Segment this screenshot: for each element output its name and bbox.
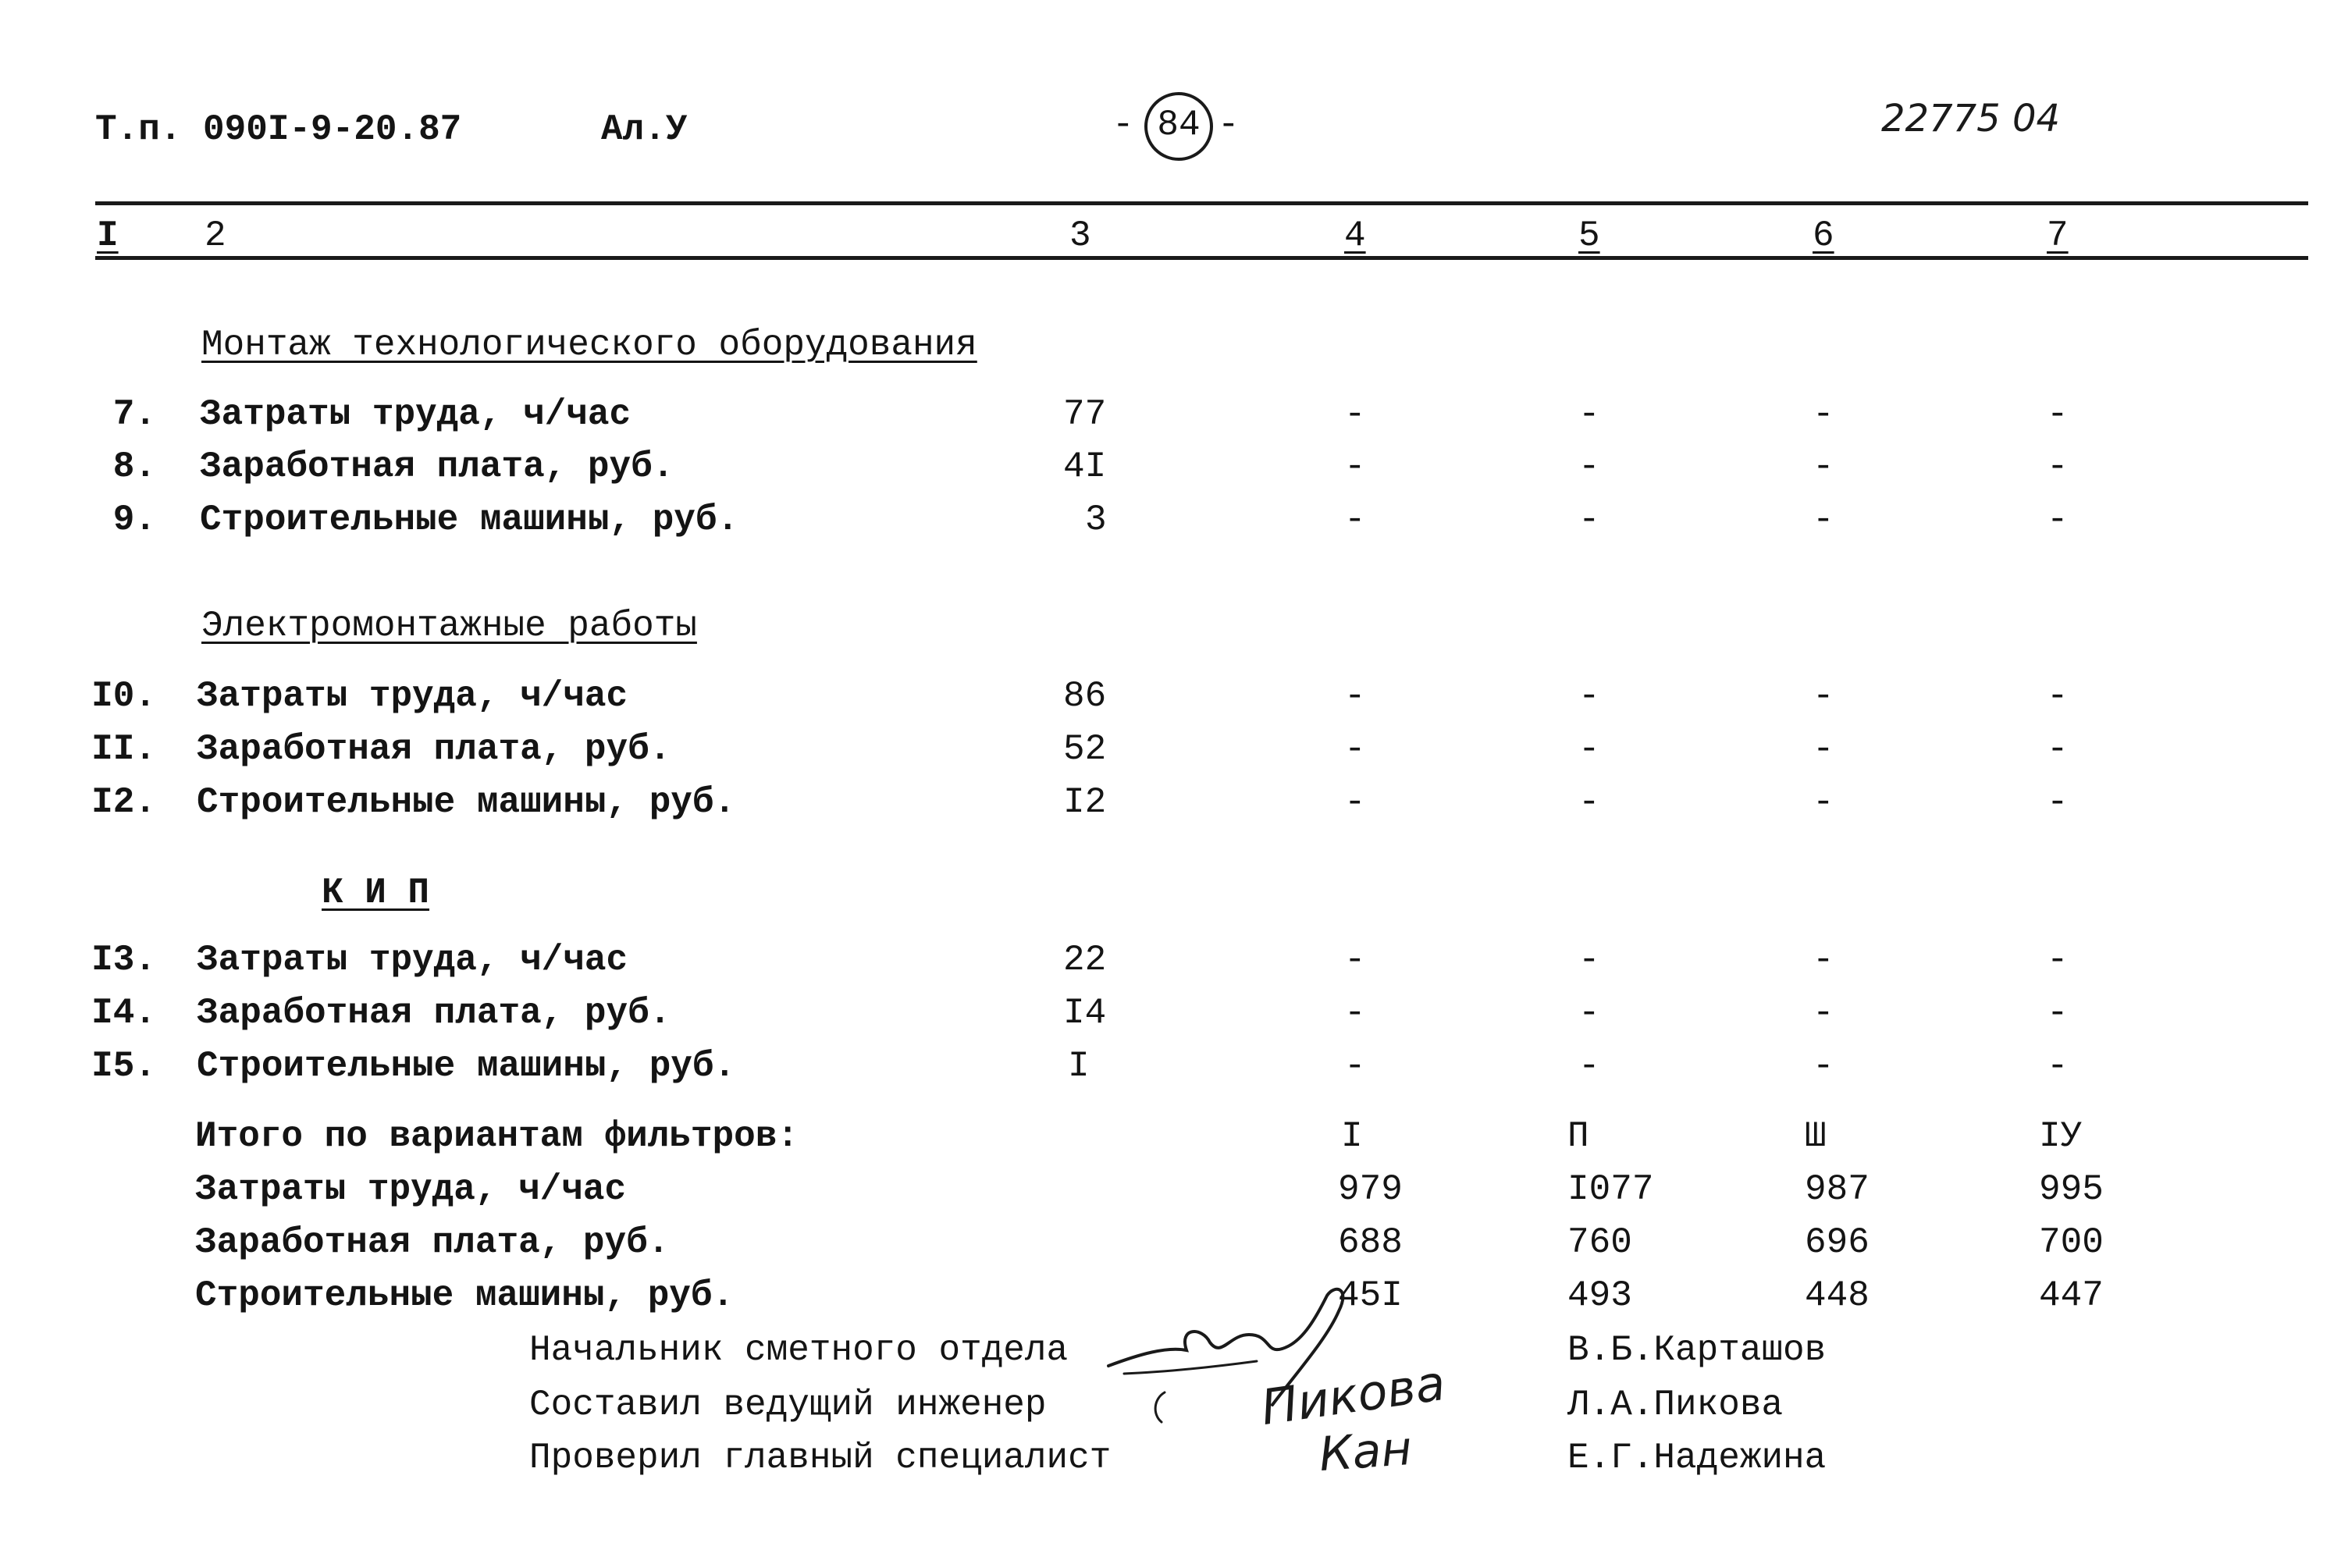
row-value: 4I bbox=[1063, 446, 1107, 487]
row-col7: - bbox=[2047, 676, 2069, 716]
variant-label-1: I bbox=[1341, 1116, 1363, 1157]
row-col7: - bbox=[2047, 729, 2069, 770]
row-value: 52 bbox=[1063, 729, 1107, 770]
album-label: Ал.У bbox=[601, 109, 688, 150]
row-col6: - bbox=[1813, 729, 1834, 770]
row-col6: - bbox=[1813, 500, 1834, 540]
row-col5: - bbox=[1578, 394, 1600, 435]
row-number: I3. bbox=[91, 940, 156, 980]
variant-label-4: IУ bbox=[2039, 1116, 2083, 1157]
row-value: I bbox=[1068, 1046, 1090, 1086]
row-number: 9. bbox=[112, 500, 156, 540]
row-col6: - bbox=[1813, 676, 1834, 716]
signature-role: Составил ведущий инженер bbox=[529, 1385, 1047, 1425]
signature-name: Е.Г.Надежина bbox=[1567, 1438, 1827, 1478]
row-value: 77 bbox=[1063, 394, 1107, 435]
row-value: 86 bbox=[1063, 676, 1107, 716]
totals-value-1: 45I bbox=[1338, 1275, 1403, 1316]
row-col6: - bbox=[1813, 446, 1834, 487]
row-label: Заработная плата, руб. bbox=[200, 446, 674, 487]
section-title-equipment-installation: Монтаж технологического оборудования bbox=[201, 325, 977, 365]
signature-name: Л.А.Пикова bbox=[1567, 1385, 1784, 1425]
column-header-5: 5 bbox=[1578, 215, 1600, 256]
column-header-7: 7 bbox=[2047, 215, 2069, 256]
row-col4: - bbox=[1344, 676, 1366, 716]
column-header-3: 3 bbox=[1069, 215, 1091, 256]
row-col5: - bbox=[1578, 940, 1600, 980]
totals-value-2: 760 bbox=[1567, 1222, 1632, 1263]
signature-role: Проверил главный специалист bbox=[529, 1438, 1112, 1478]
doc-reference: Т.п. 090I-9-20.87 bbox=[95, 109, 462, 150]
row-value: I2 bbox=[1063, 782, 1107, 823]
totals-value-3: 987 bbox=[1805, 1169, 1870, 1210]
section-title-electrical-works: Электромонтажные работы bbox=[201, 606, 697, 646]
totals-row-label: Строительные машины, руб. bbox=[195, 1275, 735, 1316]
row-col4: - bbox=[1344, 729, 1366, 770]
row-col7: - bbox=[2047, 446, 2069, 487]
row-col4: - bbox=[1344, 1046, 1366, 1086]
row-col6: - bbox=[1813, 993, 1834, 1033]
row-value: 22 bbox=[1063, 940, 1107, 980]
section-title-kip: К И П bbox=[322, 873, 430, 913]
row-col5: - bbox=[1578, 993, 1600, 1033]
row-col5: - bbox=[1578, 782, 1600, 823]
row-col6: - bbox=[1813, 1046, 1834, 1086]
totals-row-label: Заработная плата, руб. bbox=[195, 1222, 670, 1263]
sheet-number: 22775 04 bbox=[1881, 97, 2061, 140]
row-number: 7. bbox=[112, 394, 156, 435]
page-dash-right: - bbox=[1218, 105, 1240, 145]
row-number: II. bbox=[91, 729, 156, 770]
row-label: Строительные машины, руб. bbox=[200, 500, 739, 540]
signature-role: Начальник сметного отдела bbox=[529, 1330, 1069, 1371]
totals-value-3: 696 bbox=[1805, 1222, 1870, 1263]
row-number: 8. bbox=[112, 446, 156, 487]
row-col6: - bbox=[1813, 782, 1834, 823]
row-number: I2. bbox=[91, 782, 156, 823]
row-col7: - bbox=[2047, 1046, 2069, 1086]
row-col4: - bbox=[1344, 500, 1366, 540]
totals-value-1: 688 bbox=[1338, 1222, 1403, 1263]
row-label: Строительные машины, руб. bbox=[197, 1046, 736, 1086]
totals-value-2: 493 bbox=[1567, 1275, 1632, 1316]
row-label: Строительные машины, руб. bbox=[197, 782, 736, 823]
totals-row-label: Затраты труда, ч/час bbox=[195, 1169, 627, 1210]
totals-value-4: 700 bbox=[2039, 1222, 2104, 1263]
header-rule-top bbox=[95, 201, 2308, 205]
totals-heading: Итого по вариантам фильтров: bbox=[195, 1116, 799, 1157]
handwritten-mark bbox=[1146, 1386, 1177, 1433]
row-col4: - bbox=[1344, 446, 1366, 487]
row-label: Затраты труда, ч/час bbox=[197, 676, 628, 716]
totals-value-2: I077 bbox=[1567, 1169, 1654, 1210]
totals-value-4: 995 bbox=[2039, 1169, 2104, 1210]
column-header-1: I bbox=[97, 215, 119, 256]
row-label: Затраты труда, ч/час bbox=[200, 394, 632, 435]
variant-label-2: П bbox=[1567, 1116, 1589, 1157]
row-number: I4. bbox=[91, 993, 156, 1033]
page-number: 84 bbox=[1157, 105, 1201, 145]
row-value: 3 bbox=[1085, 500, 1107, 540]
row-col7: - bbox=[2047, 500, 2069, 540]
row-label: Заработная плата, руб. bbox=[197, 729, 671, 770]
handwritten-signature-engineer: Пикова bbox=[1258, 1353, 1449, 1437]
signature-name: В.Б.Карташов bbox=[1567, 1330, 1827, 1371]
row-col7: - bbox=[2047, 940, 2069, 980]
totals-value-3: 448 bbox=[1805, 1275, 1870, 1316]
row-col5: - bbox=[1578, 676, 1600, 716]
row-number: I5. bbox=[91, 1046, 156, 1086]
column-header-6: 6 bbox=[1813, 215, 1834, 256]
row-col7: - bbox=[2047, 782, 2069, 823]
row-col5: - bbox=[1578, 729, 1600, 770]
row-col7: - bbox=[2047, 993, 2069, 1033]
row-label: Заработная плата, руб. bbox=[197, 993, 671, 1033]
row-value: I4 bbox=[1063, 993, 1107, 1033]
row-label: Затраты труда, ч/час bbox=[197, 940, 628, 980]
row-col5: - bbox=[1578, 1046, 1600, 1086]
totals-value-4: 447 bbox=[2039, 1275, 2104, 1316]
column-header-2: 2 bbox=[205, 215, 226, 256]
row-number: I0. bbox=[91, 676, 156, 716]
row-col5: - bbox=[1578, 500, 1600, 540]
totals-value-1: 979 bbox=[1338, 1169, 1403, 1210]
row-col4: - bbox=[1344, 394, 1366, 435]
row-col5: - bbox=[1578, 446, 1600, 487]
row-col4: - bbox=[1344, 940, 1366, 980]
row-col4: - bbox=[1344, 993, 1366, 1033]
handwritten-signature-specialist: Кан bbox=[1317, 1420, 1414, 1483]
row-col4: - bbox=[1344, 782, 1366, 823]
row-col6: - bbox=[1813, 394, 1834, 435]
row-col6: - bbox=[1813, 940, 1834, 980]
header-rule-bottom bbox=[95, 256, 2308, 260]
variant-label-3: Ш bbox=[1805, 1116, 1827, 1157]
row-col7: - bbox=[2047, 394, 2069, 435]
page-dash-left: - bbox=[1112, 105, 1134, 145]
column-header-4: 4 bbox=[1344, 215, 1366, 256]
